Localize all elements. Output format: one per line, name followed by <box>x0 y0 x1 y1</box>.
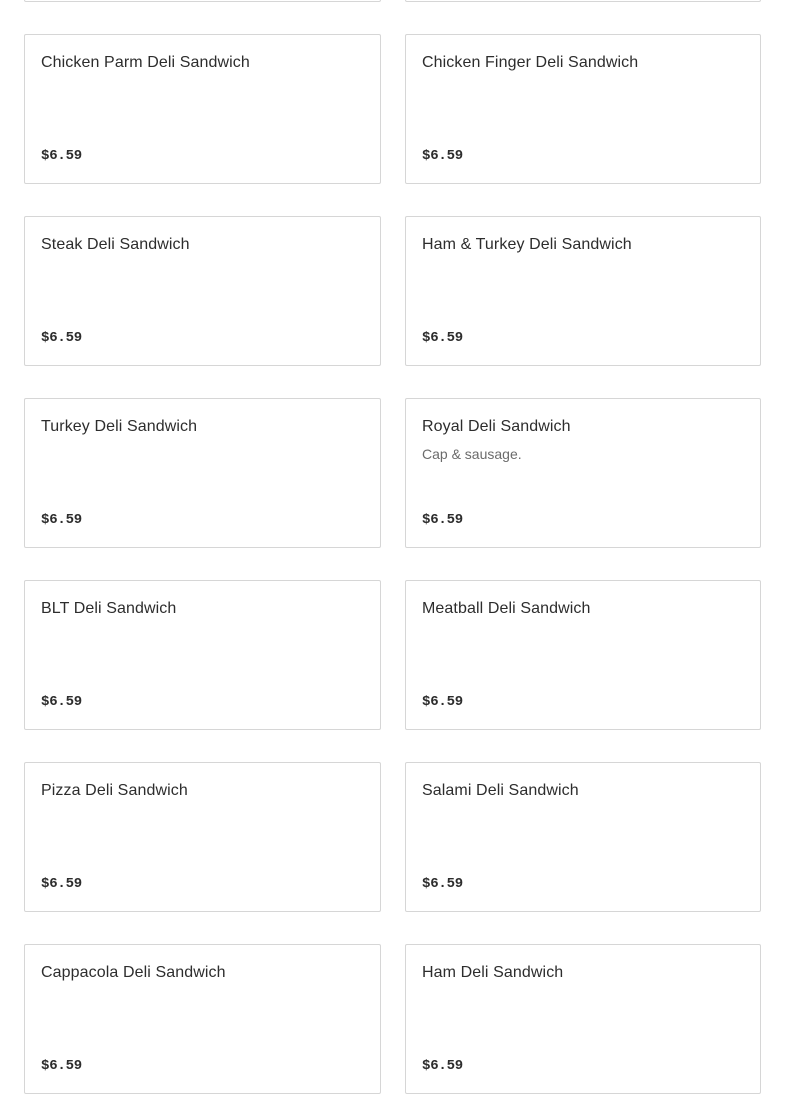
menu-item-card[interactable] <box>24 34 381 184</box>
menu-item-name: Turkey Deli Sandwich <box>41 418 198 435</box>
menu-item-price: $6.59 <box>422 512 464 528</box>
menu-item-description: Cap & sausage. <box>422 446 522 462</box>
menu-item-price: $6.59 <box>422 148 464 164</box>
menu-item-price: $6.59 <box>41 876 83 892</box>
menu-item-name: Cappacola Deli Sandwich <box>41 964 226 981</box>
menu-item-price: $6.59 <box>41 694 83 710</box>
menu-item-price: $6.59 <box>422 694 464 710</box>
menu-item-card[interactable] <box>405 944 761 1094</box>
menu-item-name: Ham Deli Sandwich <box>422 964 564 981</box>
menu-item-card[interactable] <box>24 216 381 366</box>
menu-item-price: $6.59 <box>422 876 464 892</box>
menu-item-price: $6.59 <box>422 1058 464 1074</box>
menu-item-name: Chicken Parm Deli Sandwich <box>41 54 250 71</box>
menu-item-price: $6.59 <box>41 512 83 528</box>
menu-item-card[interactable] <box>24 944 381 1094</box>
menu-item-card[interactable] <box>405 762 761 912</box>
menu-item-card-partial[interactable] <box>405 0 761 2</box>
menu-item-name: Royal Deli Sandwich <box>422 418 571 435</box>
menu-item-name: Pizza Deli Sandwich <box>41 782 188 799</box>
menu-item-card[interactable] <box>405 398 761 548</box>
menu-item-card-partial[interactable] <box>24 0 381 2</box>
menu-item-card[interactable] <box>405 34 761 184</box>
menu-item-name: Ham & Turkey Deli Sandwich <box>422 236 632 253</box>
menu-item-card[interactable] <box>405 580 761 730</box>
menu-item-name: Chicken Finger Deli Sandwich <box>422 54 639 71</box>
menu-item-card[interactable] <box>405 216 761 366</box>
menu-item-price: $6.59 <box>41 148 83 164</box>
menu-item-name: BLT Deli Sandwich <box>41 600 177 617</box>
menu-item-name: Salami Deli Sandwich <box>422 782 579 799</box>
menu-item-grid <box>24 34 761 1094</box>
menu-item-card[interactable] <box>24 762 381 912</box>
menu-item-card[interactable] <box>24 580 381 730</box>
menu-item-card[interactable] <box>24 398 381 548</box>
menu-item-name: Steak Deli Sandwich <box>41 236 190 253</box>
menu-item-price: $6.59 <box>422 330 464 346</box>
menu-item-name: Meatball Deli Sandwich <box>422 600 591 617</box>
menu-item-price: $6.59 <box>41 330 83 346</box>
menu-item-price: $6.59 <box>41 1058 83 1074</box>
